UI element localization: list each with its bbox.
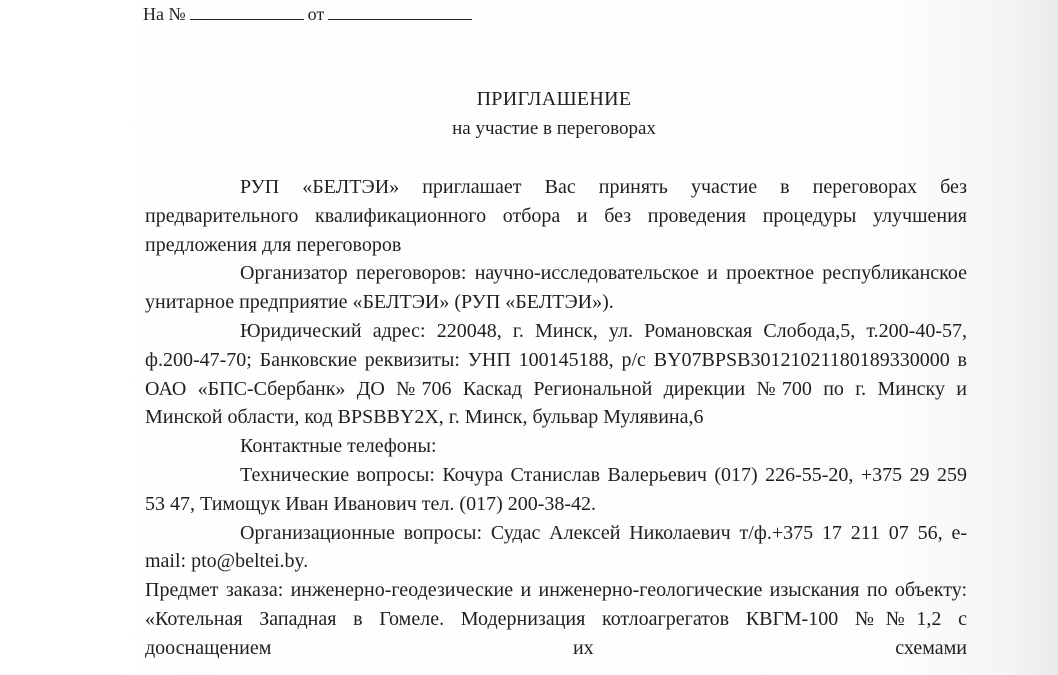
ref-date-blank [328,3,472,20]
ref-number-label: На № [143,4,186,24]
paragraph-invitation: РУП «БЕЛТЭИ» приглашает Вас принять участие в переговорах без предварительного квалификационного отбора и без проведения процедуры улучшения предложения для переговоров [145,176,967,256]
reference-line [143,3,476,25]
document-body [145,173,967,663]
paragraph-technical-contacts: Технические вопросы: Кочура Станислав Валерьевич (017) 226-55-20, +375 29 259 53 47, Тимощук Иван Иванович тел. (017) 200-38-42. [145,463,967,515]
paragraph-organizational-contacts: Организационные вопросы: Судас Алексей Николаевич т/ф.+375 17 211 07 56, e-mail: pto@beltei.by. [145,521,967,573]
paragraph-contacts-heading: Контактные телефоны: [240,435,437,458]
paragraph-subject: Предмет заказа: инженерно-геодезические и инженерно-геологические изыскания по объекту: «Котельная Западная в Гомеле. Модернизация котлоагрегатов КВГМ-100 №№1,2 с дооснащением их схемами [145,579,967,659]
paragraph-legal-address: Юридический адрес: 220048, г. Минск, ул. Романовская Слобода,5, т.200-40-57, ф.200-47-70; Банковские реквизиты: УНП 100145188, р/с BY07BPSB30121021180189330000 в ОАО «БПС-Сбербанк» ДО №706 Каскад Региональной дирекции №700 по г. Минску и Минской области, код BPSBBY2X, г. Минск, бульвар Мулявина,6 [145,319,967,429]
document-subtitle: на участие в переговорах [452,118,656,139]
ref-date-label: от [307,4,325,24]
ref-number-blank [190,3,304,20]
paragraph-organizer: Организатор переговоров: научно-исследовательское и проектное республиканское унитарное предприятие «БЕЛТЭИ» (РУП «БЕЛТЭИ»). [145,262,967,314]
document-title: ПРИГЛАШЕНИЕ [476,88,632,110]
